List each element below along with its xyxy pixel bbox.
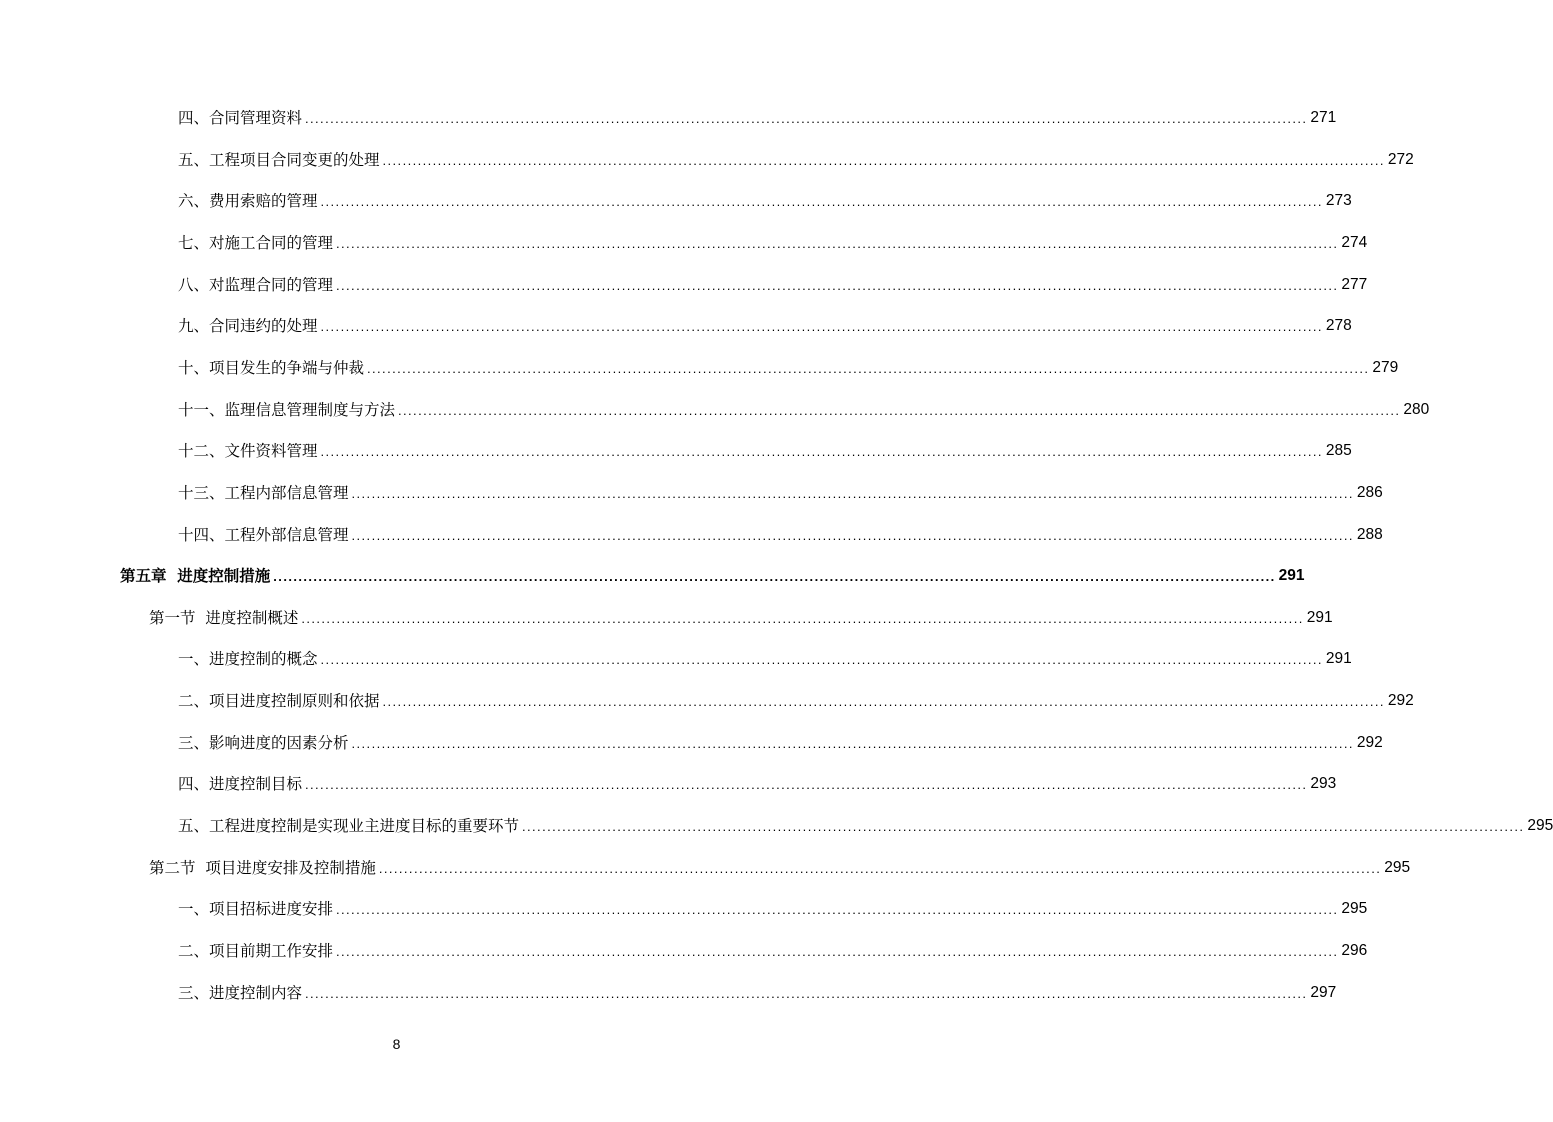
toc-section-entry[interactable] <box>149 604 1333 628</box>
toc-entry-title: 一、项目招标进度安排 <box>178 900 334 918</box>
toc-subsection-entry[interactable] <box>178 770 1337 794</box>
toc-subsection-entry[interactable] <box>178 645 1352 669</box>
toc-entry-page: 272 <box>1387 151 1414 168</box>
toc-entry-page: 295 <box>1384 859 1411 876</box>
toc-entry-page: 277 <box>1341 276 1368 293</box>
toc-dot-leader: ........................................................................................................................................................................................................ <box>382 153 1385 168</box>
toc-dot-leader: ........................................................................................................................................................................................................ <box>273 569 1276 584</box>
toc-subsection-entry[interactable] <box>178 104 1337 128</box>
toc-dot-leader: ........................................................................................................................................................................................................ <box>320 194 1323 209</box>
toc-entry-page: 292 <box>1356 734 1383 751</box>
toc-dot-leader: ........................................................................................................................................................................................................ <box>305 111 1308 126</box>
toc-subsection-entry[interactable] <box>178 354 1399 378</box>
toc-entry-title: 三、影响进度的因素分析 <box>178 734 349 752</box>
toc-dot-leader: ........................................................................................................................................................................................................ <box>320 444 1323 459</box>
toc-dot-leader: ........................................................................................................................................................................................................ <box>351 486 1354 501</box>
toc-dot-leader: ........................................................................................................................................................................................................ <box>382 694 1385 709</box>
toc-subsection-entry[interactable] <box>178 937 1368 961</box>
toc-entry-title: 三、进度控制内容 <box>178 984 303 1002</box>
toc-entry-title: 十一、监理信息管理制度与方法 <box>178 401 396 419</box>
toc-entry-title: 五、工程进度控制是实现业主进度目标的重要环节 <box>178 817 520 835</box>
toc-dot-leader: ........................................................................................................................................................................................................ <box>336 278 1339 293</box>
toc-subsection-entry[interactable] <box>178 895 1368 919</box>
toc-entry-page: 273 <box>1325 192 1352 209</box>
toc-subsection-entry[interactable] <box>178 521 1383 545</box>
toc-dot-leader: ........................................................................................................................................................................................................ <box>305 986 1308 1001</box>
toc-dot-leader: ........................................................................................................................................................................................................ <box>320 319 1323 334</box>
toc-entry-title: 十三、工程内部信息管理 <box>178 484 349 502</box>
toc-entry-title: 四、进度控制目标 <box>178 775 303 793</box>
toc-dot-leader: ........................................................................................................................................................................................................ <box>336 902 1339 917</box>
toc-entry-page: 280 <box>1403 401 1430 418</box>
toc-dot-leader: ........................................................................................................................................................................................................ <box>398 403 1401 418</box>
toc-entry-title: 八、对监理合同的管理 <box>178 276 334 294</box>
toc-entry-title: 二、项目进度控制原则和依据 <box>178 692 380 710</box>
toc-entry-page: 297 <box>1310 984 1337 1001</box>
toc-entry-page: 291 <box>1278 567 1305 584</box>
toc-subsection-entry[interactable] <box>178 729 1383 753</box>
toc-subsection-entry[interactable] <box>178 479 1383 503</box>
toc-entry-title: 九、合同违约的处理 <box>178 317 318 335</box>
toc-entry-title: 第一节 进度控制概述 <box>149 609 299 627</box>
toc-entry-title: 十四、工程外部信息管理 <box>178 526 349 544</box>
toc-dot-leader: ........................................................................................................................................................................................................ <box>378 861 1382 876</box>
page-number: 8 <box>392 1036 401 1052</box>
toc-dot-leader: ........................................................................................................................................................................................................ <box>351 528 1354 543</box>
toc-entry-page: 278 <box>1325 317 1352 334</box>
toc-dot-leader: ........................................................................................................................................................................................................ <box>301 611 1304 626</box>
toc-subsection-entry[interactable] <box>178 812 1553 836</box>
toc-entry-title: 五、工程项目合同变更的处理 <box>178 151 380 169</box>
toc-dot-leader: ........................................................................................................................................................................................................ <box>336 944 1339 959</box>
toc-entry-page: 271 <box>1310 109 1337 126</box>
toc-dot-leader: ........................................................................................................................................................................................................ <box>367 361 1370 376</box>
toc-subsection-entry[interactable] <box>178 146 1414 170</box>
toc-subsection-entry[interactable] <box>178 187 1352 211</box>
toc-entry-page: 291 <box>1325 650 1352 667</box>
toc-entry-title: 十二、文件资料管理 <box>178 442 318 460</box>
toc-entry-title: 第五章 进度控制措施 <box>120 567 271 585</box>
toc-dot-leader: ........................................................................................................................................................................................................ <box>320 652 1323 667</box>
toc-chapter-entry[interactable] <box>120 562 1305 586</box>
toc-entry-page: 293 <box>1310 775 1337 792</box>
toc-subsection-entry[interactable] <box>178 271 1368 295</box>
toc-dot-leader: ........................................................................................................................................................................................................ <box>351 736 1354 751</box>
toc-subsection-entry[interactable] <box>178 396 1430 420</box>
toc-entry-page: 279 <box>1372 359 1399 376</box>
toc-entry-title: 第二节 项目进度安排及控制措施 <box>149 859 376 877</box>
toc-entry-page: 285 <box>1325 442 1352 459</box>
toc-dot-leader: ........................................................................................................................................................................................................ <box>305 777 1308 792</box>
toc-subsection-entry[interactable] <box>178 979 1337 1003</box>
toc-subsection-entry[interactable] <box>178 437 1352 461</box>
toc-subsection-entry[interactable] <box>178 312 1352 336</box>
toc-entry-page: 286 <box>1356 484 1383 501</box>
toc-section-entry[interactable] <box>149 854 1411 878</box>
toc-dot-leader: ........................................................................................................................................................................................................ <box>522 819 1525 834</box>
toc-dot-leader: ........................................................................................................................................................................................................ <box>336 236 1339 251</box>
toc-entry-title: 六、费用索赔的管理 <box>178 192 318 210</box>
toc-entry-title: 十、项目发生的争端与仲裁 <box>178 359 365 377</box>
toc-entry-title: 二、项目前期工作安排 <box>178 942 334 960</box>
toc-entry-page: 296 <box>1341 942 1368 959</box>
toc-entry-page: 274 <box>1341 234 1368 251</box>
toc-entry-title: 一、进度控制的概念 <box>178 650 318 668</box>
toc-subsection-entry[interactable] <box>178 687 1414 711</box>
toc-entry-page: 292 <box>1387 692 1414 709</box>
toc-entry-title: 七、对施工合同的管理 <box>178 234 334 252</box>
toc-entry-page: 295 <box>1527 817 1553 834</box>
toc-entry-page: 288 <box>1356 526 1383 543</box>
toc-entry-page: 295 <box>1341 900 1368 917</box>
toc-subsection-entry[interactable] <box>178 229 1368 253</box>
toc-entry-page: 291 <box>1306 609 1333 626</box>
toc-entry-title: 四、合同管理资料 <box>178 109 303 127</box>
